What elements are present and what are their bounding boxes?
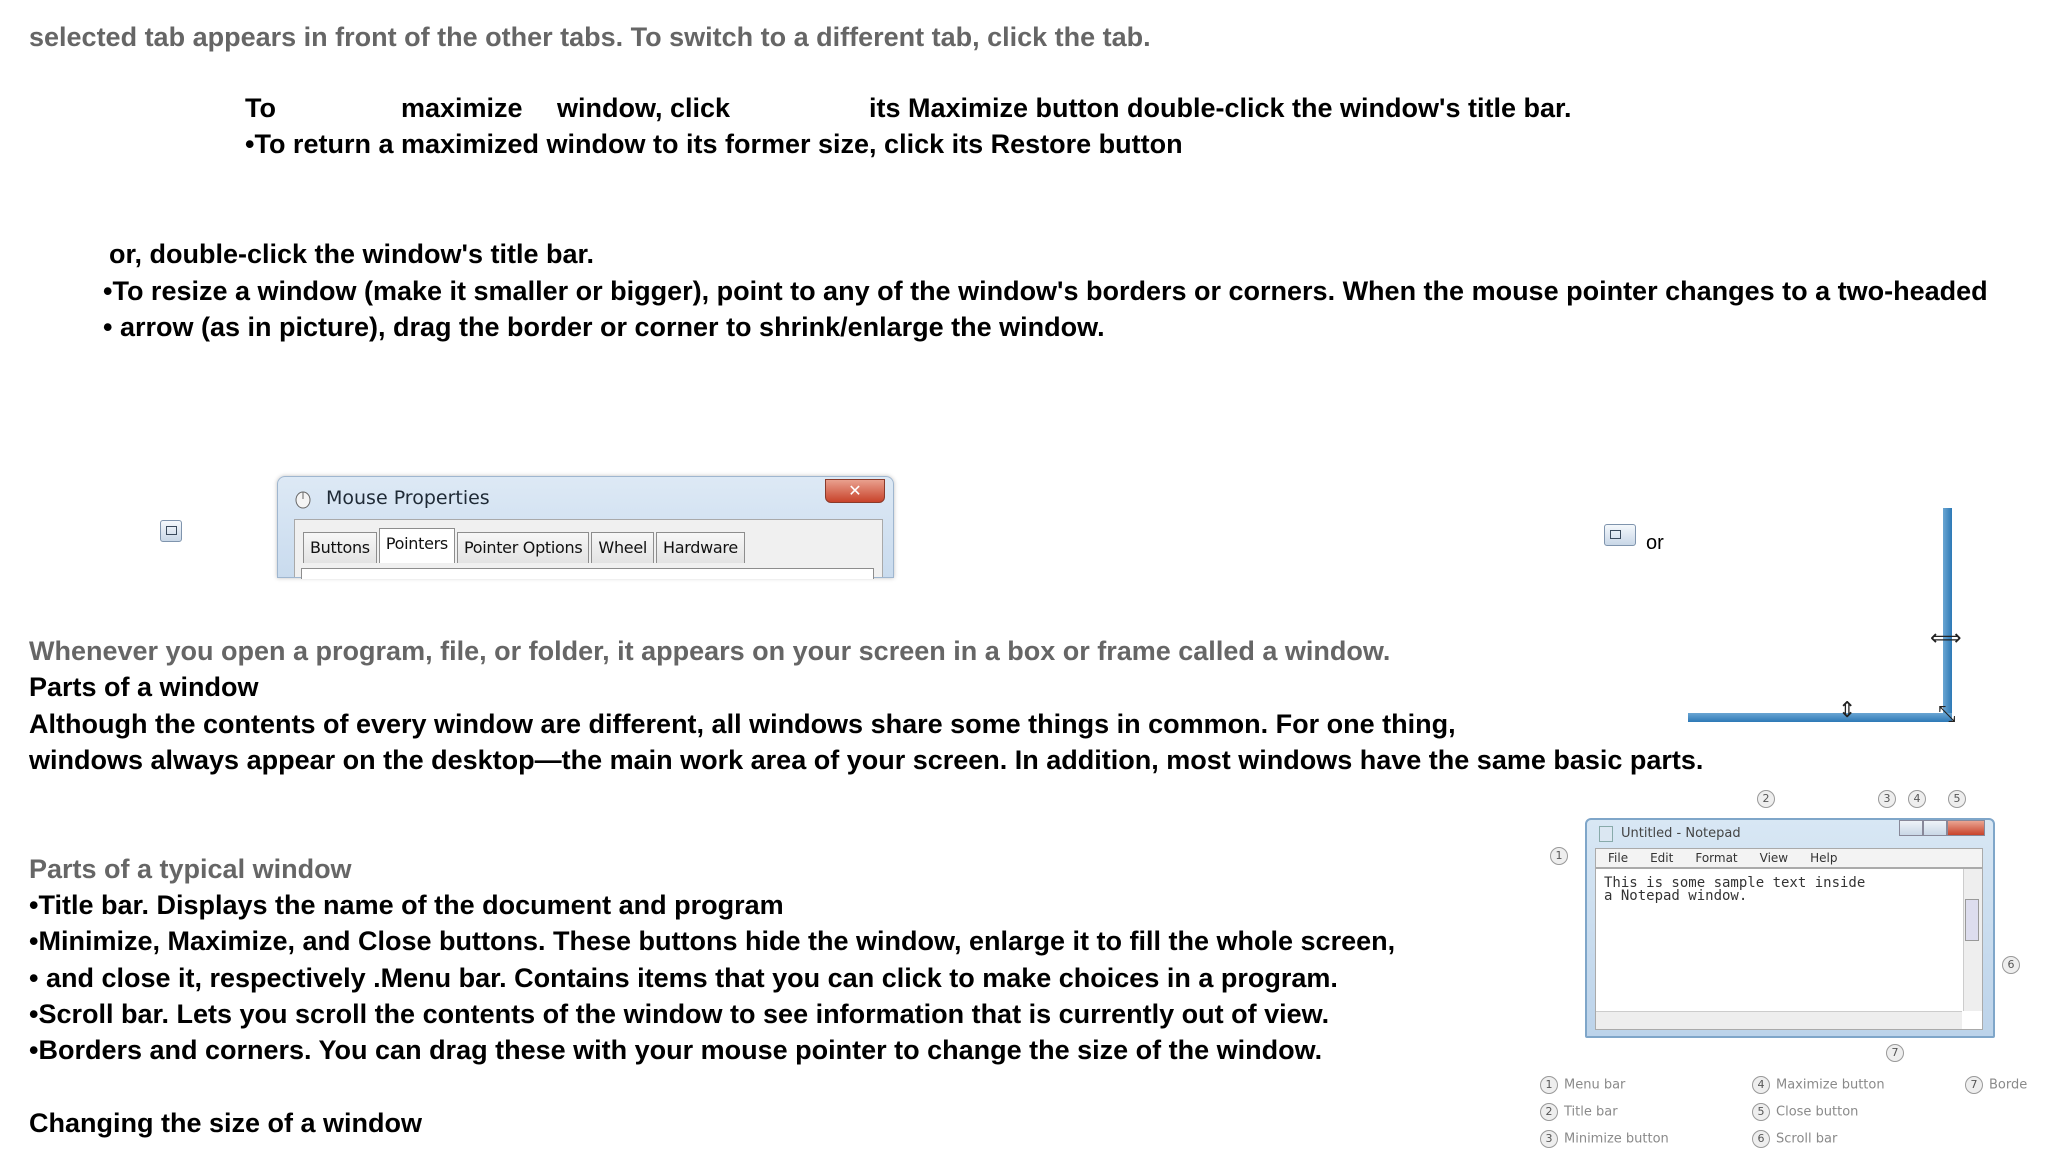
callout-2: 2 xyxy=(1757,790,1775,808)
dialog-title: Mouse Properties xyxy=(326,487,490,509)
notepad-title: Untitled - Notepad xyxy=(1621,826,1741,841)
callout-1: 1 xyxy=(1550,847,1568,865)
legend-title-bar: 2 Title bar xyxy=(1540,1103,1618,1121)
title-bar-instruction: or, double-click the window's title bar. xyxy=(109,239,594,269)
vertical-resize-arrow-icon: ⇕ xyxy=(1838,698,1857,723)
buttons-item: •Minimize, Maximize, and Close buttons. These buttons hide the window, enlarge it to fill the whole screen, xyxy=(29,926,1396,956)
notepad-window xyxy=(1585,818,1995,1038)
window-right-border xyxy=(1943,508,1952,722)
notepad-icon xyxy=(1599,826,1613,842)
legend-scroll-bar: 6 Scroll bar xyxy=(1752,1130,1837,1148)
menu-bar-item: • and close it, respectively .Menu bar. Contains items that you can click to make choices in a program. xyxy=(29,963,1338,993)
menu-edit[interactable]: Edit xyxy=(1650,851,1674,865)
callout-4: 4 xyxy=(1908,790,1926,808)
window-buttons xyxy=(1899,820,1985,836)
legend-close: 5 Close button xyxy=(1752,1103,1858,1121)
menu-view[interactable]: View xyxy=(1759,851,1789,865)
changing-size-heading: Changing the size of a window xyxy=(29,1108,423,1138)
tab-pointers[interactable]: Pointers xyxy=(379,528,455,563)
resize-instruction: •To resize a window (make it smaller or bigger), point to any of the window's borders or corners. When the mouse pointer changes to a two-headed xyxy=(103,276,1988,306)
callout-6: 6 xyxy=(2002,956,2020,974)
borders-item: •Borders and corners. You can drag these with your mouse pointer to change the size of the window. xyxy=(29,1035,1323,1065)
scroll-bar-item: •Scroll bar. Lets you scroll the contents of the window to see information that is currently out of view. xyxy=(29,999,1330,1029)
legend-maximize: 4 Maximize button xyxy=(1752,1076,1885,1094)
tab-wheel[interactable]: Wheel xyxy=(591,532,654,563)
or-label: or xyxy=(1646,532,1664,554)
tab-hardware[interactable]: Hardware xyxy=(656,532,745,563)
mouse-icon xyxy=(294,489,312,509)
legend-menu-bar: 1 Menu bar xyxy=(1540,1076,1625,1094)
resize-window-figure xyxy=(1688,508,1962,727)
tab-panel xyxy=(301,568,874,579)
window-definition: Whenever you open a program, file, or folder, it appears on your screen in a box or frame called a window. xyxy=(29,636,1391,666)
maximize-word-to: To xyxy=(245,93,276,123)
sample-text-line-1: This is some sample text inside xyxy=(1604,875,1866,891)
window-bottom-border xyxy=(1688,713,1952,722)
resize-instruction-2: • arrow (as in picture), drag the border or corner to shrink/enlarge the window. xyxy=(103,312,1105,342)
close-button[interactable]: ✕ xyxy=(825,479,885,503)
maximize-window-click: window, click xyxy=(557,93,731,123)
restore-button-icon xyxy=(160,520,182,542)
contents-line: Although the contents of every window are different, all windows share some things in common. For one thing, xyxy=(29,709,1456,739)
minimize-button[interactable] xyxy=(1899,820,1923,836)
horizontal-scroll-bar[interactable] xyxy=(1596,1011,1962,1029)
close-button[interactable] xyxy=(1947,820,1985,836)
callout-5: 5 xyxy=(1948,790,1966,808)
legend-borders: 7 Borde xyxy=(1965,1076,2027,1094)
tab-buttons[interactable]: Buttons xyxy=(303,532,377,563)
sample-text xyxy=(1604,877,1865,903)
maximize-instruction: its Maximize button double-click the window's title bar. xyxy=(869,93,1572,123)
maximize-word: maximize xyxy=(401,93,523,123)
menu-file[interactable]: File xyxy=(1608,851,1629,865)
restore-button-icon-2 xyxy=(1604,524,1636,546)
desktop-line: windows always appear on the desktop—the main work area of your screen. In addition, most windows have the same basic parts. xyxy=(29,745,1704,775)
maximize-button[interactable] xyxy=(1923,820,1947,836)
tab-pointer-options[interactable]: Pointer Options xyxy=(457,532,589,563)
typical-window-heading: Parts of a typical window xyxy=(29,854,352,884)
notepad-diagram xyxy=(1540,790,2028,1150)
intro-line: selected tab appears in front of the other tabs. To switch to a different tab, click the tab. xyxy=(29,22,1151,52)
vertical-scroll-bar[interactable] xyxy=(1963,869,1982,1011)
tab-strip xyxy=(303,532,747,563)
scroll-thumb[interactable] xyxy=(1965,899,1979,941)
menu-bar xyxy=(1595,848,1983,868)
parts-heading: Parts of a window xyxy=(29,672,259,702)
menu-format[interactable]: Format xyxy=(1695,851,1738,865)
title-bar-item: •Title bar. Displays the name of the document and program xyxy=(29,890,784,920)
menu-help[interactable]: Help xyxy=(1810,851,1838,865)
horizontal-resize-arrow-icon: ⟺ xyxy=(1930,626,1962,651)
mouse-properties-dialog xyxy=(277,476,894,578)
dialog-body xyxy=(294,519,883,577)
restore-instruction: •To return a maximized window to its former size, click its Restore button xyxy=(245,129,1183,159)
text-area[interactable] xyxy=(1595,868,1983,1030)
sample-text-line-2: a Notepad window. xyxy=(1604,888,1748,904)
callout-3: 3 xyxy=(1878,790,1896,808)
legend-minimize: 3 Minimize button xyxy=(1540,1130,1669,1148)
diagonal-resize-arrow-icon: ⤡ xyxy=(1938,702,1956,727)
callout-7: 7 xyxy=(1886,1044,1904,1062)
